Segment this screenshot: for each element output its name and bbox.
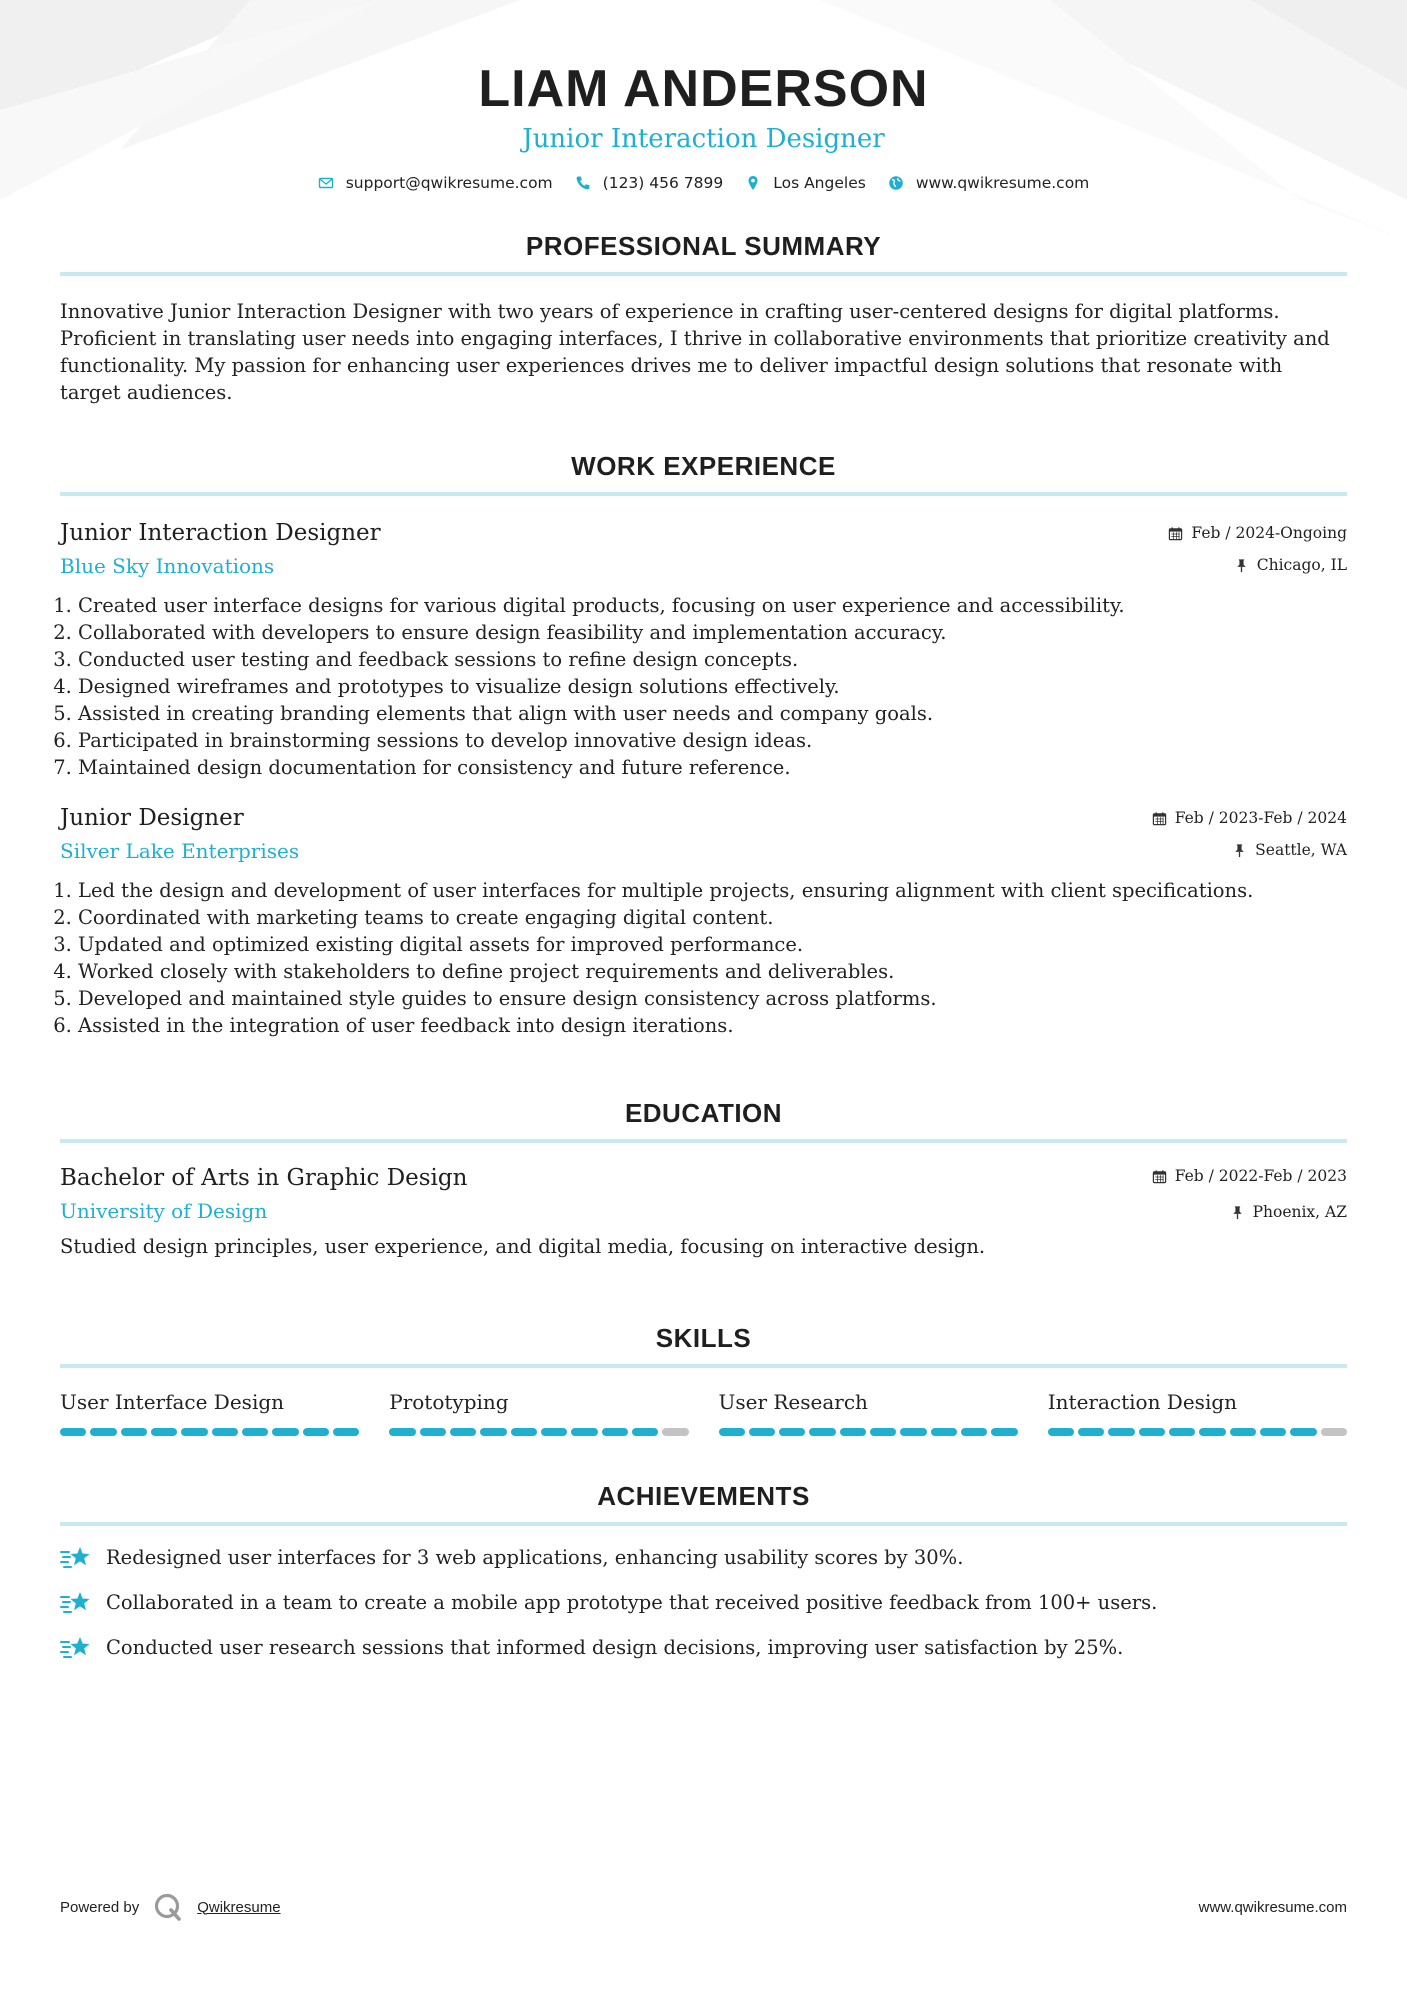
section-divider bbox=[60, 1139, 1347, 1143]
skill-segment-filled bbox=[719, 1428, 745, 1436]
list-item: 3. Conducted user testing and feedback sessions to refine design concepts. bbox=[78, 646, 1347, 673]
skill-segment-filled bbox=[480, 1428, 506, 1436]
shooting-star-icon bbox=[60, 1588, 92, 1616]
skill-segment-filled bbox=[272, 1428, 298, 1436]
achievement-item bbox=[60, 1543, 1347, 1571]
achievement-text: Conducted user research sessions that informed design decisions, improving user satisfaction by 25%. bbox=[106, 1635, 1124, 1659]
skill-segment-filled bbox=[212, 1428, 238, 1436]
education-dates: Feb / 2022-Feb / 2023 bbox=[1152, 1165, 1347, 1187]
qwikresume-link[interactable]: Qwikresume bbox=[197, 1898, 281, 1916]
phone-icon bbox=[575, 175, 591, 191]
job-title: Junior Designer bbox=[60, 805, 244, 831]
skill-segment-filled bbox=[1199, 1428, 1225, 1436]
section-title: PROFESSIONAL SUMMARY bbox=[525, 231, 882, 261]
company-name: Silver Lake Enterprises bbox=[60, 839, 300, 863]
skill-name: User Research bbox=[718, 1390, 868, 1414]
candidate-name: LIAM ANDERSON bbox=[478, 60, 929, 118]
degree-title: Bachelor of Arts in Graphic Design bbox=[60, 1165, 468, 1191]
pin-icon bbox=[1230, 1205, 1245, 1220]
skill-segment-filled bbox=[511, 1428, 537, 1436]
skill-segment-filled bbox=[242, 1428, 268, 1436]
list-item: 4. Designed wireframes and prototypes to visualize design solutions effectively. bbox=[78, 673, 1347, 700]
list-item: 6. Assisted in the integration of user feedback into design iterations. bbox=[78, 1012, 1347, 1039]
contact-website[interactable] bbox=[888, 174, 1089, 192]
skill-segment-filled bbox=[1260, 1428, 1286, 1436]
skill-segment-filled bbox=[1048, 1428, 1074, 1436]
calendar-icon bbox=[1168, 526, 1183, 541]
education-location: Phoenix, AZ bbox=[1152, 1201, 1347, 1223]
skill-level-bar bbox=[1048, 1428, 1347, 1436]
experience-section bbox=[60, 450, 1347, 1039]
skill-segment-filled bbox=[181, 1428, 207, 1436]
skill-item bbox=[389, 1388, 688, 1436]
skill-segment-filled bbox=[1139, 1428, 1165, 1436]
skill-segment-filled bbox=[389, 1428, 415, 1436]
school-name: University of Design bbox=[60, 1199, 268, 1223]
skill-segment-empty bbox=[662, 1428, 688, 1436]
job-location: Seattle, WA bbox=[1152, 839, 1347, 861]
skill-segment-filled bbox=[632, 1428, 658, 1436]
resume-header bbox=[60, 0, 1347, 192]
pin-icon bbox=[1234, 558, 1249, 573]
skill-segment-filled bbox=[541, 1428, 567, 1436]
section-divider bbox=[60, 272, 1347, 276]
skill-segment-filled bbox=[1078, 1428, 1104, 1436]
job-dates: Feb / 2023-Feb / 2024 bbox=[1152, 807, 1347, 829]
calendar-icon bbox=[1152, 1169, 1167, 1184]
list-item: 5. Developed and maintained style guides to ensure design consistency across platforms. bbox=[78, 985, 1347, 1012]
section-title: EDUCATION bbox=[624, 1098, 783, 1128]
education-description: Studied design principles, user experience, and digital media, focusing on interactive design. bbox=[60, 1235, 986, 1258]
shooting-star-icon bbox=[60, 1633, 92, 1661]
summary-section bbox=[60, 230, 1347, 406]
list-item: 4. Worked closely with stakeholders to define project requirements and deliverables. bbox=[78, 958, 1347, 985]
contact-phone[interactable] bbox=[575, 174, 724, 192]
skills-section bbox=[60, 1322, 1347, 1436]
list-item: 5. Assisted in creating branding elements that align with user needs and company goals. bbox=[78, 700, 1347, 727]
section-title: WORK EXPERIENCE bbox=[571, 451, 836, 481]
skill-level-bar bbox=[60, 1428, 359, 1436]
company-name: Blue Sky Innovations bbox=[60, 554, 275, 578]
globe-icon bbox=[888, 175, 904, 191]
achievement-item bbox=[60, 1633, 1347, 1661]
skill-segment-filled bbox=[151, 1428, 177, 1436]
skill-item bbox=[719, 1388, 1018, 1436]
list-item: 6. Participated in brainstorming sessions to develop innovative design ideas. bbox=[78, 727, 1347, 754]
email-text: support@qwikresume.com bbox=[345, 174, 553, 192]
skill-segment-filled bbox=[450, 1428, 476, 1436]
page-footer bbox=[60, 1892, 1347, 1922]
contact-location bbox=[745, 174, 866, 192]
section-divider bbox=[60, 492, 1347, 496]
job-entry bbox=[60, 803, 1347, 1039]
skill-segment-filled bbox=[1230, 1428, 1256, 1436]
achievements-section bbox=[60, 1480, 1347, 1661]
skill-segment-filled bbox=[602, 1428, 628, 1436]
skill-segment-filled bbox=[303, 1428, 329, 1436]
contact-bar bbox=[60, 174, 1347, 192]
job-duties bbox=[60, 877, 1347, 1039]
job-title: Junior Interaction Designer bbox=[60, 520, 381, 546]
list-item: 1. Created user interface designs for various digital products, focusing on user experience and accessibility. bbox=[78, 592, 1347, 619]
skill-segment-filled bbox=[60, 1428, 86, 1436]
skill-segment-filled bbox=[991, 1428, 1017, 1436]
calendar-icon bbox=[1152, 811, 1167, 826]
skill-segment-filled bbox=[1169, 1428, 1195, 1436]
shooting-star-icon bbox=[60, 1543, 92, 1571]
skill-segment-filled bbox=[90, 1428, 116, 1436]
skill-segment-filled bbox=[749, 1428, 775, 1436]
section-divider bbox=[60, 1522, 1347, 1526]
list-item: 1. Led the design and development of user interfaces for multiple projects, ensuring alignment with client specifications. bbox=[78, 877, 1347, 904]
skill-segment-filled bbox=[1290, 1428, 1316, 1436]
contact-email[interactable] bbox=[318, 174, 553, 192]
skill-level-bar bbox=[719, 1428, 1018, 1436]
list-item: 2. Coordinated with marketing teams to create engaging digital content. bbox=[78, 904, 1347, 931]
skill-segment-filled bbox=[779, 1428, 805, 1436]
skill-item bbox=[60, 1388, 359, 1436]
achievement-text: Collaborated in a team to create a mobile app prototype that received positive feedback from 100+ users. bbox=[106, 1590, 1158, 1614]
skill-item bbox=[1048, 1388, 1347, 1436]
skills-grid bbox=[60, 1388, 1347, 1436]
candidate-role: Junior Interaction Designer bbox=[522, 124, 885, 154]
skill-segment-filled bbox=[571, 1428, 597, 1436]
skill-segment-filled bbox=[809, 1428, 835, 1436]
list-item: 7. Maintained design documentation for consistency and future reference. bbox=[78, 754, 1347, 781]
map-pin-icon bbox=[745, 175, 761, 191]
section-title: SKILLS bbox=[655, 1323, 752, 1353]
job-dates: Feb / 2024-Ongoing bbox=[1168, 522, 1347, 544]
location-text: Los Angeles bbox=[773, 174, 866, 192]
job-location: Chicago, IL bbox=[1168, 554, 1347, 576]
skill-segment-empty bbox=[1321, 1428, 1347, 1436]
achievement-item bbox=[60, 1588, 1347, 1616]
achievement-text: Redesigned user interfaces for 3 web applications, enhancing usability scores by 30%. bbox=[106, 1545, 964, 1569]
skill-name: Prototyping bbox=[389, 1390, 509, 1414]
education-entry bbox=[60, 1163, 1347, 1260]
job-entry bbox=[60, 518, 1347, 781]
powered-by-label: Powered by bbox=[60, 1898, 140, 1916]
skill-segment-filled bbox=[840, 1428, 866, 1436]
summary-text: Innovative Junior Interaction Designer with two years of experience in crafting user-centered designs for digital platforms. Proficient in translating user needs into engaging interfaces, I thrive in collaborative environments that prioritize creativity and functionality. My passion for enhancing user experiences drives me to deliver impactful design solutions that resonate with target audiences. bbox=[60, 300, 1330, 404]
education-section bbox=[60, 1097, 1347, 1260]
skill-name: Interaction Design bbox=[1047, 1390, 1238, 1414]
website-text: www.qwikresume.com bbox=[915, 174, 1090, 192]
list-item: 2. Collaborated with developers to ensure design feasibility and implementation accuracy. bbox=[78, 619, 1347, 646]
skill-segment-filled bbox=[900, 1428, 926, 1436]
skill-segment-filled bbox=[333, 1428, 359, 1436]
skill-segment-filled bbox=[870, 1428, 896, 1436]
skill-segment-filled bbox=[121, 1428, 147, 1436]
skill-name: User Interface Design bbox=[60, 1390, 285, 1414]
list-item: 3. Updated and optimized existing digital assets for improved performance. bbox=[78, 931, 1347, 958]
skill-segment-filled bbox=[931, 1428, 957, 1436]
job-duties bbox=[60, 592, 1347, 781]
skill-segment-filled bbox=[420, 1428, 446, 1436]
qwikresume-logo-icon bbox=[153, 1892, 183, 1922]
phone-text: (123) 456 7899 bbox=[602, 174, 724, 192]
footer-website-link[interactable]: www.qwikresume.com bbox=[1198, 1898, 1347, 1916]
skill-segment-filled bbox=[961, 1428, 987, 1436]
envelope-icon bbox=[318, 175, 334, 191]
pin-icon bbox=[1232, 843, 1247, 858]
skill-level-bar bbox=[389, 1428, 688, 1436]
skill-segment-filled bbox=[1108, 1428, 1134, 1436]
section-title: ACHIEVEMENTS bbox=[597, 1481, 810, 1511]
section-divider bbox=[60, 1364, 1347, 1368]
